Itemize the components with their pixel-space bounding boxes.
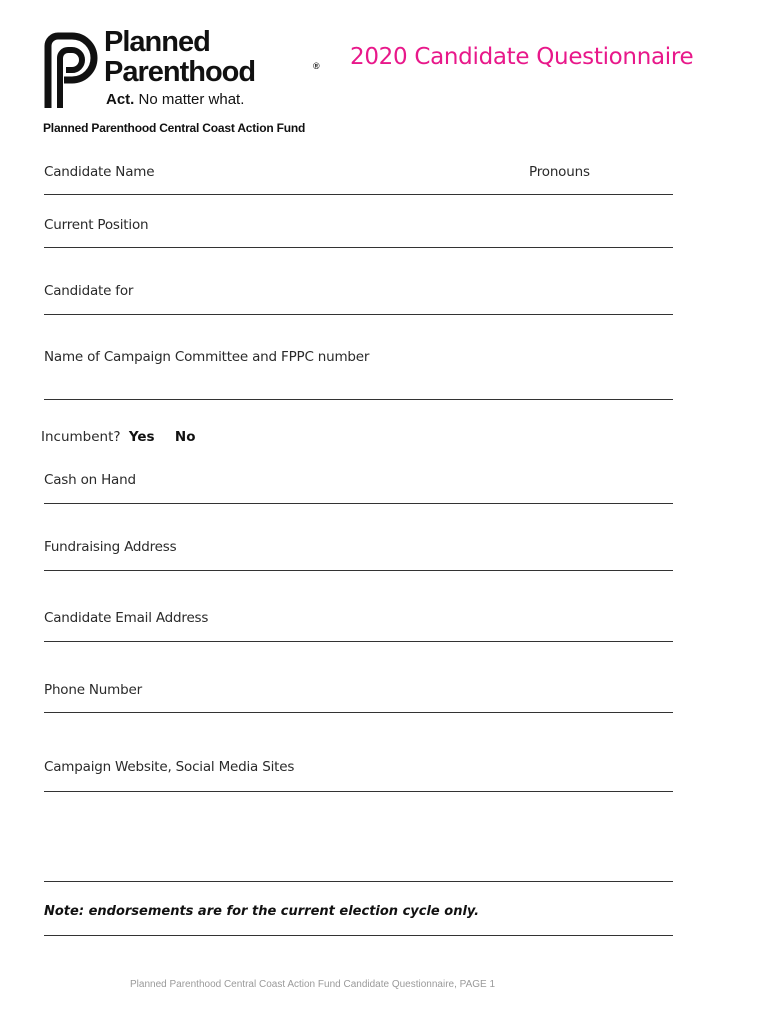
cash-on-hand-line[interactable] [44, 503, 673, 504]
fund-name: Planned Parenthood Central Coast Action Fund [43, 121, 306, 135]
page-footer: Planned Parenthood Central Coast Action Fund Candidate Questionnaire, PAGE 1 [130, 979, 496, 990]
candidate-for-line[interactable] [44, 314, 673, 315]
page-title: 2020 Candidate Questionnaire [350, 44, 694, 70]
website-line-extra[interactable] [44, 881, 673, 882]
current-position-line[interactable] [44, 247, 673, 248]
website-label: Campaign Website, Social Media Sites [44, 759, 295, 775]
fundraising-address-line[interactable] [44, 570, 673, 571]
candidate-name-label: Candidate Name [44, 164, 155, 180]
logo-word-planned: Planned [104, 26, 210, 58]
email-line[interactable] [44, 641, 673, 642]
phone-line[interactable] [44, 712, 673, 713]
logo-word-parenthood: Parenthood [104, 56, 256, 88]
website-line[interactable] [44, 791, 673, 792]
registered-mark: ® [313, 61, 320, 71]
incumbent-no-option[interactable]: No [174, 429, 196, 445]
incumbent-yes-option[interactable]: Yes [128, 429, 155, 445]
tagline-rest: No matter what. [134, 91, 245, 108]
pronouns-label: Pronouns [529, 164, 590, 180]
fundraising-address-label: Fundraising Address [44, 539, 177, 555]
email-label: Candidate Email Address [44, 610, 209, 626]
committee-line[interactable] [44, 399, 673, 400]
organization-logo [40, 28, 340, 136]
candidate-for-label: Candidate for [44, 283, 134, 299]
candidate-name-line[interactable] [44, 194, 673, 195]
planned-parenthood-p-logo-icon [42, 32, 98, 110]
endorsement-note: Note: endorsements are for the current election cycle only. [44, 904, 480, 919]
cash-on-hand-label: Cash on Hand [44, 472, 136, 488]
tagline-bold: Act. [106, 91, 135, 108]
note-line[interactable] [44, 935, 673, 936]
incumbent-row [41, 429, 195, 445]
current-position-label: Current Position [44, 217, 149, 233]
phone-label: Phone Number [44, 682, 142, 698]
logo-tagline [106, 91, 244, 108]
incumbent-label: Incumbent? [41, 429, 121, 445]
committee-label: Name of Campaign Committee and FPPC number [44, 349, 370, 365]
